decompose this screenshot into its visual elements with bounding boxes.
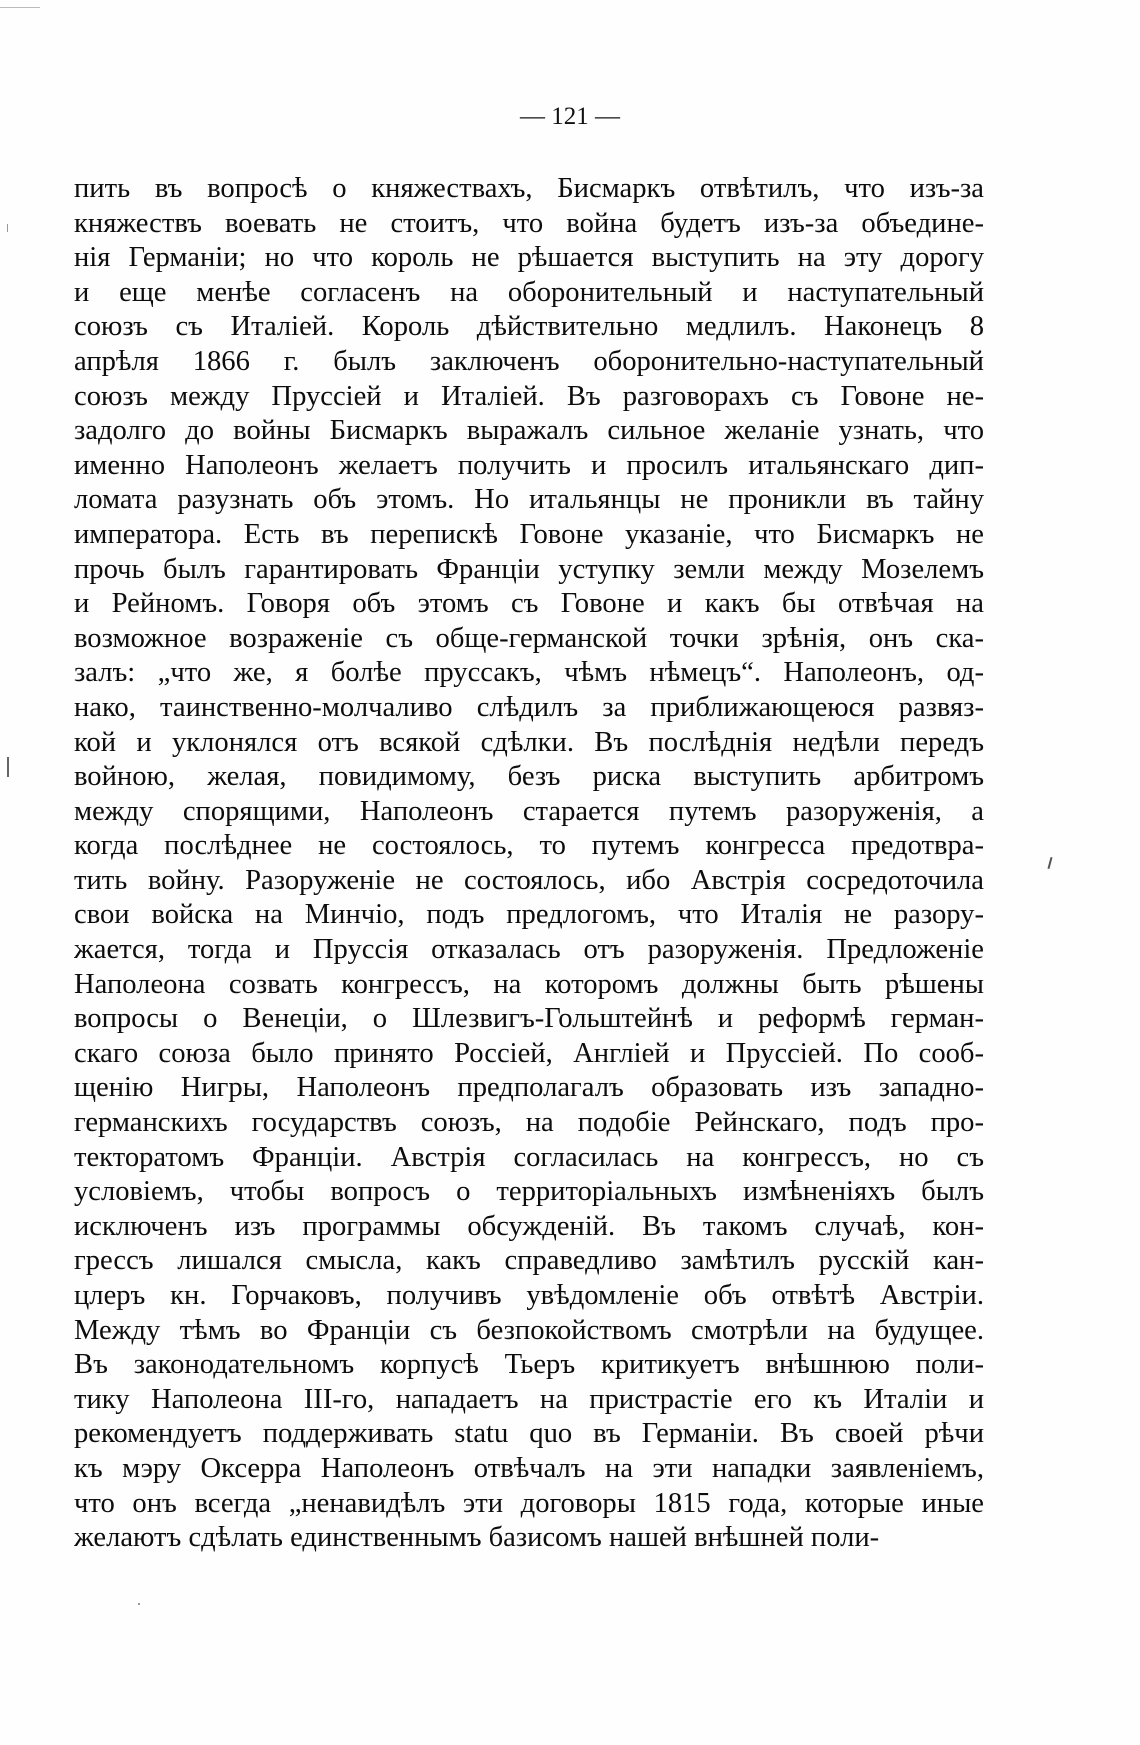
text-line: тить войну. Разоруженіе не состоялось, ибо Австрія сосредоточила: [74, 864, 984, 896]
text-line: именно Наполеонъ желаетъ получить и просилъ итальянскаго дип-: [74, 449, 984, 481]
text-line: рекомендуетъ поддерживать statu quo въ Германіи. Въ своей рѣчи: [74, 1418, 984, 1450]
text-line: щенію Нигры, Наполеонъ предполагалъ образовать изъ западно-: [74, 1072, 984, 1104]
text-line: апрѣля 1866 г. былъ заключенъ оборонительно-наступательный: [74, 345, 984, 377]
text-line: войною, желая, повидимому, безъ риска выступить арбитромъ: [74, 761, 984, 793]
text-line: ломата разузнать объ этомъ. Но итальянцы не проникли въ тайну: [74, 484, 984, 516]
page-number: — 121 —: [520, 103, 620, 130]
text-line: скаго союза было принято Россіей, Англіей и Пруссіей. По сооб-: [74, 1037, 984, 1069]
text-line: что онъ всегда „ненавидѣлъ эти договоры 1815 года, которые иные: [74, 1487, 984, 1519]
text-line: свои войска на Минчіо, подъ предлогомъ, что Италія не разору-: [74, 899, 984, 931]
text-line: кой и уклонялся отъ всякой сдѣлки. Въ послѣднія недѣли передъ: [74, 726, 984, 758]
text-line: задолго до войны Бисмаркъ выражалъ сильное желаніе узнать, что: [74, 415, 984, 447]
text-line: союзъ между Пруссіей и Италіей. Въ разговорахъ съ Говоне не-: [74, 380, 984, 412]
scan-speck: [138, 1603, 140, 1605]
scan-speck: [7, 757, 9, 777]
text-line: вопросы о Венеціи, о Шлезвигъ-Гольштейнѣ и реформѣ герман-: [74, 1003, 984, 1035]
text-line: къ мэру Оксерра Наполеонъ отвѣчалъ на эти нападки заявленіемъ,: [74, 1452, 984, 1484]
text-line: между спорящими, Наполеонъ старается путемъ разоруженія, а: [74, 795, 984, 827]
text-line: германскихъ государствъ союзъ, на подобіе Рейнскаго, подъ про-: [74, 1107, 984, 1139]
text-line: нія Германіи; но что король не рѣшается выступить на эту дорогу: [74, 242, 984, 274]
text-line: тику Наполеона III-го, нападаетъ на пристрастіе его къ Италіи и: [74, 1383, 984, 1415]
text-line: исключенъ изъ программы обсужденій. Въ такомъ случаѣ, кон-: [74, 1210, 984, 1242]
text-line: грессъ лишался смысла, какъ справедливо замѣтилъ русскій кан-: [74, 1245, 984, 1277]
text-line: жается, тогда и Пруссія отказалась отъ разоруженія. Предложеніе: [74, 934, 984, 966]
text-line: когда послѣднее не состоялось, то путемъ конгресса предотвра-: [74, 830, 984, 862]
text-line: возможное возраженіе съ обще-германской точки зрѣнія, онъ ска-: [74, 622, 984, 654]
text-line: желаютъ сдѣлать единственнымъ базисомъ нашей внѣшней поли-: [74, 1522, 880, 1554]
scan-speck: [1047, 857, 1052, 869]
text-line: и еще менѣе согласенъ на оборонительный и наступательный: [74, 276, 984, 308]
body-text: [74, 172, 984, 1556]
scan-speck: [7, 224, 8, 232]
scan-edge-mark: [0, 7, 40, 8]
text-line: текторатомъ Франціи. Австрія согласилась на конгрессъ, но съ: [74, 1141, 984, 1173]
text-line: союзъ съ Италіей. Король дѣйствительно медлилъ. Наконецъ 8: [74, 311, 984, 343]
text-line: Наполеона созвать конгрессъ, на которомъ должны быть рѣшены: [74, 968, 984, 1000]
text-line: и Рейномъ. Говоря объ этомъ съ Говоне и какъ бы отвѣчая на: [74, 588, 984, 620]
text-line: пить въ вопросѣ о княжествахъ, Бисмаркъ отвѣтилъ, что изъ-за: [74, 173, 984, 204]
text-line: Между тѣмъ во Франціи съ безпокойствомъ смотрѣли на будущее.: [74, 1314, 984, 1346]
text-line: условіемъ, чтобы вопросъ о территоріальныхъ измѣненіяхъ былъ: [74, 1176, 984, 1208]
text-line: прочь былъ гарантировать Франціи уступку земли между Мозелемъ: [74, 553, 984, 585]
text-line: княжествъ воевать не стоитъ, что война будетъ изъ-за объедине-: [74, 207, 984, 239]
text-line: цлеръ кн. Горчаковъ, получивъ увѣдомленіе объ отвѣтѣ Австріи.: [74, 1280, 984, 1311]
text-line: Въ законодательномъ корпусѣ Тьеръ критикуетъ внѣшнюю поли-: [74, 1349, 984, 1381]
text-line: императора. Есть въ перепискѣ Говоне указаніе, что Бисмаркъ не: [74, 518, 984, 550]
text-line: нако, таинственно-молчаливо слѣдилъ за приближающеюся развяз-: [74, 691, 984, 723]
text-line: залъ: „что же, я болѣе пруссакъ, чѣмъ нѣмецъ“. Наполеонъ, од-: [74, 657, 984, 689]
